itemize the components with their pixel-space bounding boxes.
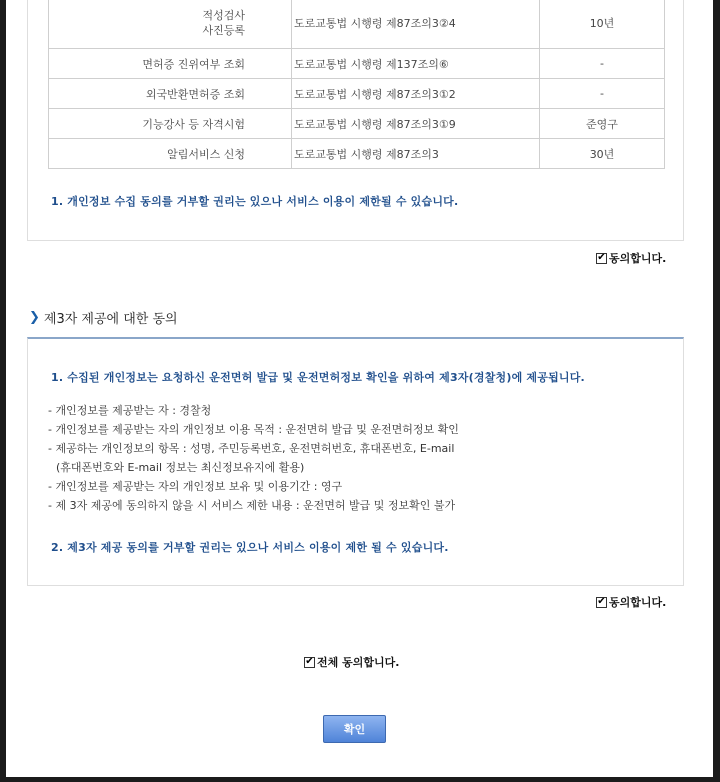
checkbox-checked-icon[interactable]: ✔ [597, 252, 606, 263]
period-cell: 30년 [540, 139, 665, 169]
confirm-button[interactable]: 확인 [323, 715, 386, 743]
list-item: - 제공하는 개인정보의 항목 : 성명, 주민등록번호, 운전면허번호, 휴대폰번호, E-mail [48, 442, 455, 455]
law-cell: 도로교통법 시행령 제87조의3 [292, 139, 540, 169]
period-cell: - [540, 79, 665, 109]
third-party-details-list [48, 401, 459, 515]
item-cell [49, 0, 292, 49]
third-party-provision-note: 1. 수집된 개인정보는 요청하신 운전면허 발급 및 운전면허정보 확인을 위하여 제3자(경찰청)에 제공됩니다. [51, 371, 585, 384]
list-item: - 개인정보를 제공받는 자의 개인정보 보유 및 이용기간 : 영구 [48, 480, 343, 493]
period-cell: 10년 [540, 0, 665, 49]
table-row [49, 49, 665, 79]
agree-all-checkbox[interactable] [304, 654, 399, 670]
list-item: (휴대폰번호와 E-mail 정보는 최신정보유지에 활용) [56, 461, 305, 474]
third-party-agree-label: 동의합니다. [609, 596, 667, 609]
item-cell: 외국반환면허증 조회 [49, 79, 292, 109]
checkbox-checked-icon[interactable]: ✔ [597, 596, 606, 607]
table-row [49, 0, 665, 49]
section-title-text: 제3자 제공에 대한 동의 [43, 312, 178, 327]
page-frame [6, 0, 713, 777]
law-cell: 도로교통법 시행령 제87조의3①9 [292, 109, 540, 139]
item-cell: 알림서비스 신청 [49, 139, 292, 169]
law-cell: 도로교통법 시행령 제137조의⑥ [292, 49, 540, 79]
collection-agree-checkbox[interactable] [596, 250, 666, 266]
list-item: - 개인정보를 제공받는 자 : 경찰청 [48, 404, 212, 417]
collection-agree-label: 동의합니다. [609, 252, 667, 265]
table-row [49, 139, 665, 169]
chevron-right-icon: ❯ [29, 310, 40, 325]
third-party-refusal-note: 2. 제3자 제공 동의를 거부할 권리는 있으나 서비스 이용이 제한 될 수 있습니다. [51, 541, 449, 554]
item-cell: 기능강사 등 자격시험 [49, 109, 292, 139]
legal-basis-table [48, 0, 665, 169]
checkbox-checked-icon[interactable]: ✔ [305, 656, 314, 667]
list-item: - 제 3자 제공에 동의하지 않을 시 서비스 제한 내용 : 운전면허 발급 및 정보확인 불가 [48, 499, 456, 512]
item-cell: 면허증 진위여부 조회 [49, 49, 292, 79]
period-cell: 준영구 [540, 109, 665, 139]
collection-refusal-note: 1. 개인정보 수집 동의를 거부할 권리는 있으나 서비스 이용이 제한될 수 있습니다. [51, 195, 459, 208]
item-label: 적성검사 [202, 8, 245, 22]
agree-all-label: 전체 동의합니다. [317, 656, 400, 669]
table-row [49, 109, 665, 139]
list-item: - 개인정보를 제공받는 자의 개인정보 이용 목적 : 운전면허 발급 및 운전면허정보 확인 [48, 423, 459, 436]
third-party-section-title [29, 308, 178, 327]
law-cell: 도로교통법 시행령 제87조의3①2 [292, 79, 540, 109]
third-party-agree-checkbox[interactable] [596, 594, 666, 610]
law-cell: 도로교통법 시행령 제87조의3②4 [292, 0, 540, 49]
table-row [49, 79, 665, 109]
period-cell: - [540, 49, 665, 79]
item-label: 사진등록 [202, 23, 245, 37]
